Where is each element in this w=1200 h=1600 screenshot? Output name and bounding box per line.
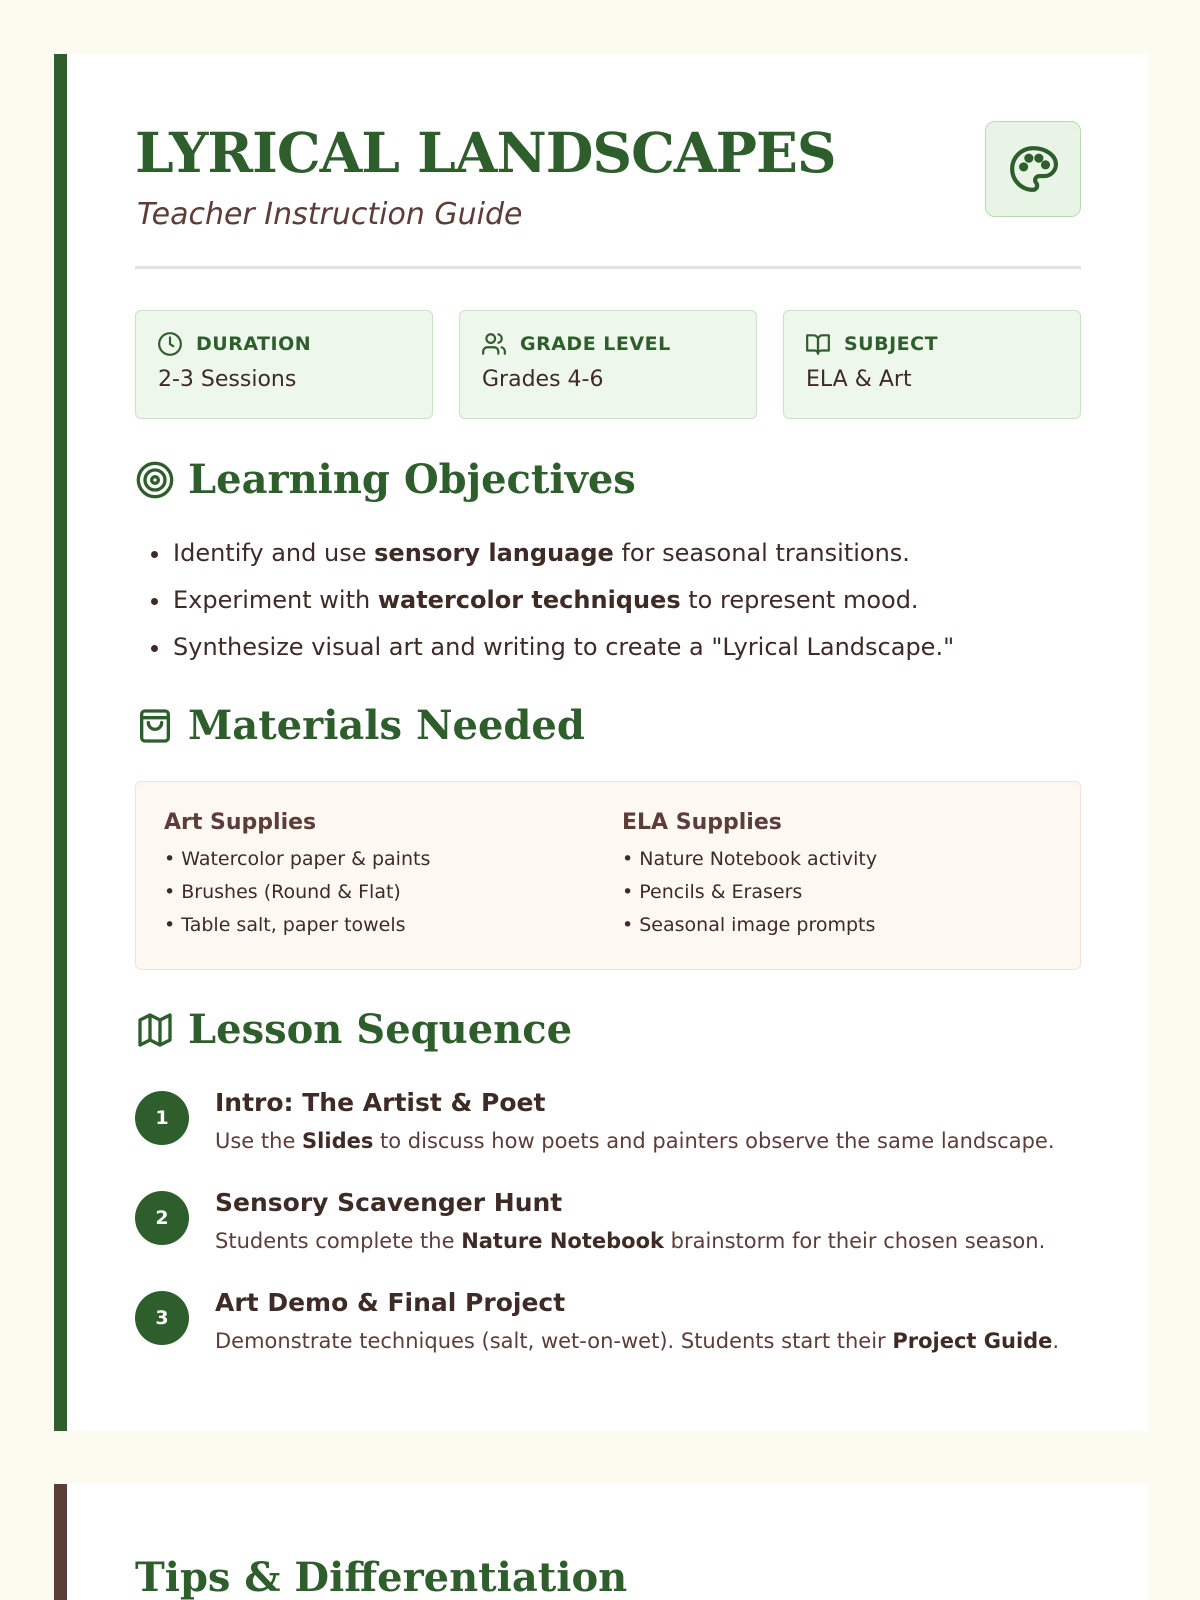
users-icon <box>481 331 507 357</box>
tips-card <box>54 1484 1148 1600</box>
book-open-icon <box>805 331 831 357</box>
step-title: Sensory Scavenger Hunt <box>215 1188 563 1217</box>
list-item: Identify and use sensory language for seasonal transitions. <box>155 530 954 577</box>
objectives-title: Learning Objectives <box>188 456 636 503</box>
list-item: • Brushes (Round & Flat) <box>164 881 401 903</box>
ela-supplies-column <box>622 810 877 942</box>
list-item: • Table salt, paper towels <box>164 914 406 936</box>
objectives-heading <box>135 456 636 503</box>
step-description: Demonstrate techniques (salt, wet-on-wet). Students start their Project Guide. <box>215 1329 1060 1353</box>
palette-icon <box>1008 144 1058 194</box>
target-icon <box>135 460 175 500</box>
materials-panel <box>135 781 1081 970</box>
sequence-heading <box>135 1006 572 1053</box>
grade-level-label: GRADE LEVEL <box>520 333 671 355</box>
grade-level-card <box>459 310 757 419</box>
shopping-bag-icon <box>135 706 175 746</box>
step-number: 2 <box>135 1191 189 1245</box>
list-item: • Pencils & Erasers <box>622 881 803 903</box>
step-description: Use the Slides to discuss how poets and painters observe the same landscape. <box>215 1129 1055 1153</box>
step-number: 3 <box>135 1291 189 1345</box>
step-title: Intro: The Artist & Poet <box>215 1088 546 1117</box>
sequence-title: Lesson Sequence <box>188 1006 573 1053</box>
step-description: Students complete the Nature Notebook brainstorm for their chosen season. <box>215 1229 1046 1253</box>
art-supplies-title: Art Supplies <box>164 810 317 835</box>
materials-title: Materials Needed <box>188 702 585 749</box>
clock-icon <box>157 331 183 357</box>
list-item: • Nature Notebook activity <box>622 848 878 870</box>
tips-title: Tips & Differentiation <box>135 1554 628 1600</box>
subject-value: ELA & Art <box>806 367 912 392</box>
map-icon <box>135 1010 175 1050</box>
list-item: Experiment with watercolor techniques to represent mood. <box>155 577 954 624</box>
page-subtitle: Teacher Instruction Guide <box>137 197 523 232</box>
subject-label: SUBJECT <box>844 333 939 355</box>
palette-badge <box>985 121 1081 217</box>
duration-value: 2-3 Sessions <box>158 367 297 392</box>
list-item: Synthesize visual art and writing to create a "Lyrical Landscape." <box>155 624 954 671</box>
objectives-list <box>155 530 954 671</box>
lesson-card <box>54 54 1148 1431</box>
ela-supplies-title: ELA Supplies <box>622 810 782 835</box>
step-title: Art Demo & Final Project <box>215 1288 566 1317</box>
step-number: 1 <box>135 1091 189 1145</box>
duration-label: DURATION <box>196 333 312 355</box>
duration-card <box>135 310 433 419</box>
grade-level-value: Grades 4-6 <box>482 367 604 392</box>
page-title: LYRICAL LANDSCAPES <box>135 120 836 185</box>
subject-card <box>783 310 1081 419</box>
header-divider <box>135 266 1081 269</box>
art-supplies-column <box>164 810 430 942</box>
list-item: • Watercolor paper & paints <box>164 848 431 870</box>
list-item: • Seasonal image prompts <box>622 914 876 936</box>
materials-heading <box>135 702 585 749</box>
